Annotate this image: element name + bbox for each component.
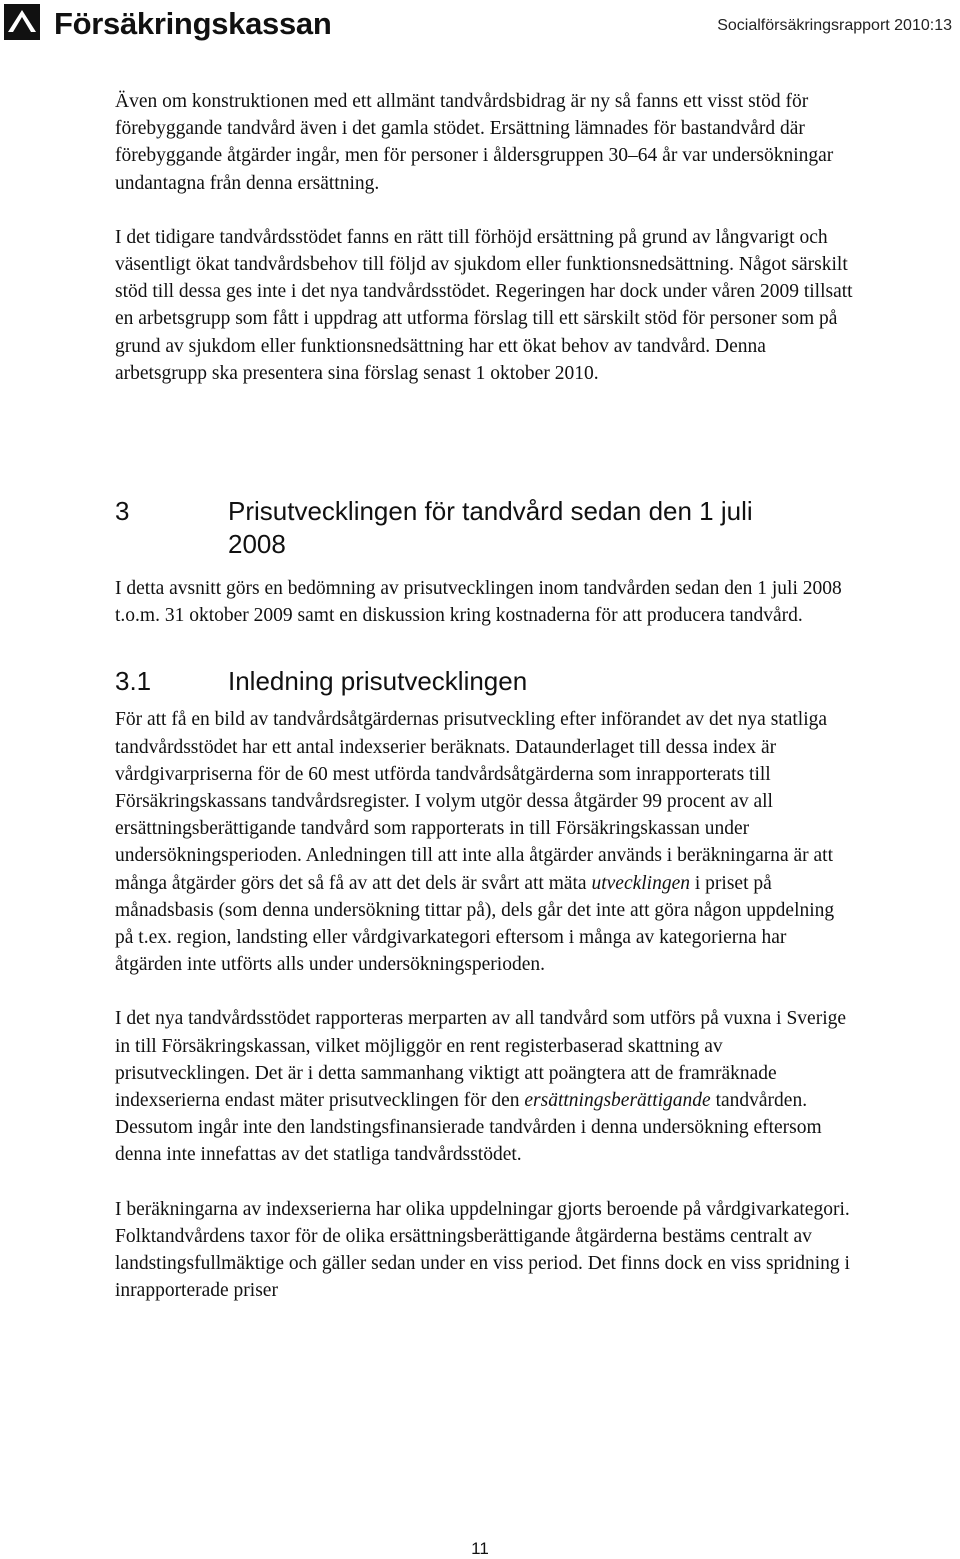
paragraph: Även om konstruktionen med ett allmänt tandvårdsbidrag är ny så fanns ett visst stöd för förebyggande tandvård även i det gamla stödet. Ersättning lämnades för bastandvård där förebyggande åtgärder ingår, men för personer i åldersgruppen 30–64 år var undersökningar undantagna från denna ersättning. bbox=[115, 91, 834, 194]
emphasis: ersättningsberättigande bbox=[524, 1090, 711, 1112]
document-body bbox=[115, 88, 855, 1305]
emphasis: utvecklingen bbox=[591, 872, 690, 894]
section-title: Prisutvecklingen för tandvård sedan den 1 juli 2008 bbox=[228, 496, 753, 560]
page-number: 11 bbox=[471, 1539, 489, 1558]
paragraph bbox=[115, 1005, 855, 1168]
house-roof-icon bbox=[4, 4, 40, 40]
brand-name: Försäkringskassan bbox=[54, 6, 332, 41]
page-header bbox=[0, 0, 960, 60]
text-run: i priset på månadsbasis (som denna undersökning tittar på), dels går det inte att göra någon uppdelning på t.ex. region, landsting eller vårdgivarkategori eftersom i många av kategorierna har åtgärden inte utförts alls under undersökningsperioden. bbox=[115, 872, 835, 976]
text-run: tandvården. Dessutom ingår inte den landstingsfinansierade tandvården i denna undersökning eftersom denna inte innefattas av det statliga tandvårdsstödet. bbox=[115, 1090, 822, 1166]
text-run: I det nya tandvårdsstödet rapporteras merparten av all tandvård som utförs på vuxna i Sverige in till Försäkringskassan, vilket möjliggör en rent registerbaserad skattning av prisutvecklingen. Det är i detta sammanhang viktigt att poängtera att de framräknade indexserierna endast mäter prisutvecklingen för den bbox=[115, 1008, 847, 1112]
report-id: Socialförsäkringsrapport 2010:13 bbox=[717, 17, 952, 34]
subsection-number: 3.1 bbox=[115, 666, 152, 697]
paragraph: I detta avsnitt görs en bedömning av prisutvecklingen inom tandvården sedan den 1 juli 2008 t.o.m. 31 oktober 2009 samt en diskussion kring kostnaderna för att producera tandvård. bbox=[115, 578, 842, 627]
text-run: För att få en bild av tandvårdsåtgärdernas prisutveckling efter införandet av det nya statliga tandvårdsstödet har ett antal indexserier beräknats. Dataunderlaget till dessa index är vårdgivarpriserna för de 60 mest utförda tandvårdsåtgärderna som inrapporterats till Försäkringskassans tandvårdsregister. I volym utgör dessa åtgärder 99 procent av all ersättningsberättigande tandvård som rapporterats in till Försäkringskassan under undersökningsperioden. Anledningen till att inte alla åtgärder används i beräkningarna är att många åtgärder görs det så få av att det dels är svårt att mäta bbox=[115, 709, 834, 894]
paragraph: I beräkningarna av indexserierna har olika uppdelningar gjorts beroende på vårdgivarkategori. Folktandvårdens taxor för de olika ersättningsberättigande åtgärderna bestäms centralt av landstingsfullmäktige och gäller sedan under en viss period. Det finns dock en viss spridning i inrapporterade priser bbox=[115, 1198, 850, 1302]
subsection-title: Inledning prisutvecklingen bbox=[228, 666, 528, 697]
paragraph: I det tidigare tandvårdsstödet fanns en rätt till förhöjd ersättning på grund av långvarigt och väsentligt ökat tandvårdsbehov till följd av sjukdom eller funktionsnedsättning. Något särskilt stöd till dessa ges inte i det nya tandvårdsstödet. Regeringen har dock under våren 2009 tillsatt en arbetsgrupp som fått i uppdrag att utforma förslag till ett särskilt stöd för personer som på grund av sjukdom eller funktionsnedsättning har ett ökat behov av tandvård. Denna arbetsgrupp ska presentera sina förslag senast 1 oktober 2010. bbox=[115, 226, 853, 384]
paragraph bbox=[115, 706, 855, 978]
subsection-heading bbox=[115, 665, 855, 698]
section-heading bbox=[115, 495, 855, 561]
section-number: 3 bbox=[115, 496, 130, 527]
